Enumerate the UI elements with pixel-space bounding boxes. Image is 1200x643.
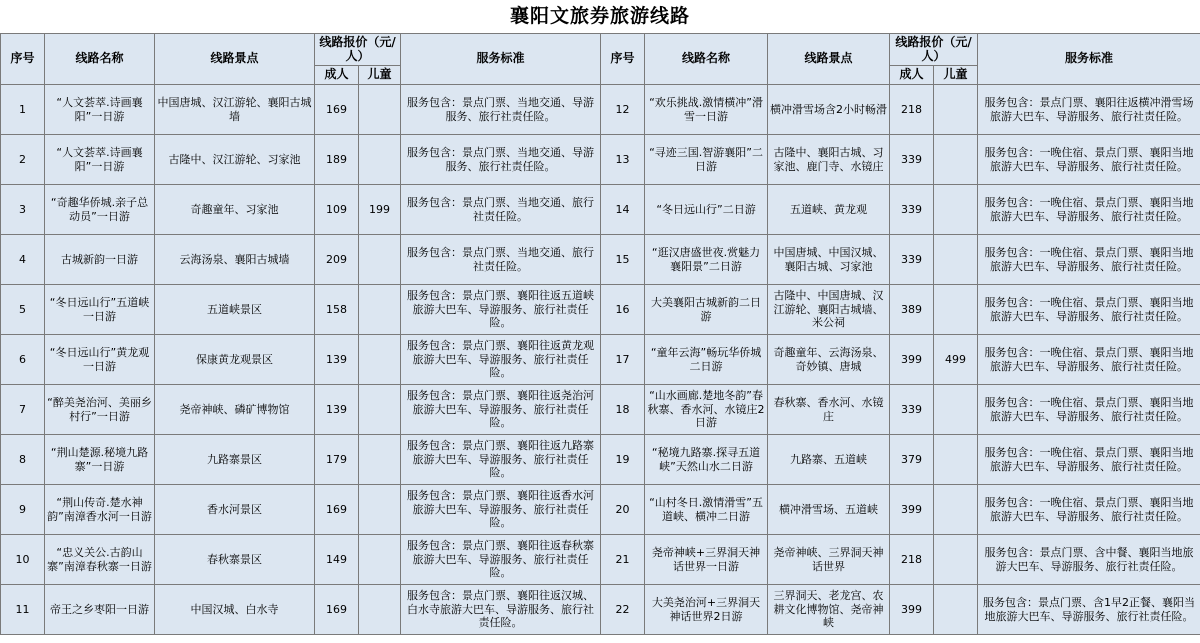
- service-standard: 服务包含：一晚住宿、景点门票、襄阳当地旅游大巴车、导游服务、旅行社责任险。: [978, 335, 1200, 385]
- route-no: 20: [601, 485, 645, 535]
- route-name: “荆山传奇.楚水神韵”南漳香水河一日游: [45, 485, 155, 535]
- route-spots: 奇趣童年、习家池: [155, 185, 315, 235]
- adult-price: 169: [315, 585, 359, 635]
- child-price: [934, 85, 978, 135]
- route-spots: 春秋寨景区: [155, 535, 315, 585]
- child-price: [359, 485, 401, 535]
- table-row: [1, 385, 1200, 435]
- route-name: 大美襄阳古城新韵二日游: [645, 285, 768, 335]
- adult-price: 169: [315, 485, 359, 535]
- adult-price: 339: [890, 235, 934, 285]
- child-price: 199: [359, 185, 401, 235]
- route-spots: 横冲滑雪场、五道峡: [768, 485, 890, 535]
- route-name: “人文荟萃.诗画襄阳”一日游: [45, 85, 155, 135]
- adult-price: 158: [315, 285, 359, 335]
- adult-price: 169: [315, 85, 359, 135]
- child-price: [359, 235, 401, 285]
- header-route-name: 线路名称: [45, 34, 155, 85]
- service-standard: 服务包含：景点门票、襄阳往返横冲滑雪场旅游大巴车、导游服务、旅行社责任险。: [978, 85, 1200, 135]
- route-no: 6: [1, 335, 45, 385]
- adult-price: 339: [890, 385, 934, 435]
- service-standard: 服务包含：景点门票、含中餐、襄阳当地旅游大巴车、导游服务、旅行社责任险。: [978, 535, 1200, 585]
- adult-price: 139: [315, 385, 359, 435]
- service-standard: 服务包含：一晚住宿、景点门票、襄阳当地旅游大巴车、导游服务、旅行社责任险。: [978, 285, 1200, 335]
- route-name: “冬日远山行”黄龙观一日游: [45, 335, 155, 385]
- route-spots: 古隆中、中国唐城、汉江游轮、襄阳古城墙、米公祠: [768, 285, 890, 335]
- route-name: “寻迹三国.智游襄阳”二日游: [645, 135, 768, 185]
- route-name: “欢乐挑战.激情横冲”滑雪一日游: [645, 85, 768, 135]
- route-spots: 奇趣童年、云海汤泉、奇妙镇、唐城: [768, 335, 890, 385]
- service-standard: 服务包含：景点门票、襄阳往返五道峡旅游大巴车、导游服务、旅行社责任险。: [401, 285, 601, 335]
- header-spots: 线路景点: [768, 34, 890, 85]
- route-no: 11: [1, 585, 45, 635]
- table-row: [1, 435, 1200, 485]
- route-no: 3: [1, 185, 45, 235]
- adult-price: 209: [315, 235, 359, 285]
- route-spots: 中国唐城、汉江游轮、襄阳古城墙: [155, 85, 315, 135]
- route-name: “山村冬日.激情滑雪”五道峡、横冲二日游: [645, 485, 768, 535]
- header-child: 儿童: [934, 66, 978, 85]
- header-price: 线路报价（元/人）: [315, 34, 401, 66]
- service-standard: 服务包含：景点门票、当地交通、旅行社责任险。: [401, 235, 601, 285]
- table-row: [1, 85, 1200, 135]
- route-spots: 保康黄龙观景区: [155, 335, 315, 385]
- route-no: 16: [601, 285, 645, 335]
- adult-price: 189: [315, 135, 359, 185]
- route-spots: 尧帝神峡、三界洞天神话世界: [768, 535, 890, 585]
- route-no: 21: [601, 535, 645, 585]
- adult-price: 218: [890, 535, 934, 585]
- adult-price: 218: [890, 85, 934, 135]
- table-row: [1, 535, 1200, 585]
- route-name: “冬日远山行”五道峡一日游: [45, 285, 155, 335]
- header-price: 线路报价（元/人）: [890, 34, 978, 66]
- route-spots: 横冲滑雪场含2小时畅滑: [768, 85, 890, 135]
- table-row: [1, 335, 1200, 385]
- header-child: 儿童: [359, 66, 401, 85]
- adult-price: 399: [890, 585, 934, 635]
- service-standard: 服务包含：景点门票、当地交通、导游服务、旅行社责任险。: [401, 135, 601, 185]
- route-spots: 五道峡景区: [155, 285, 315, 335]
- route-no: 15: [601, 235, 645, 285]
- service-standard: 服务包含：景点门票、当地交通、导游服务、旅行社责任险。: [401, 85, 601, 135]
- route-no: 12: [601, 85, 645, 135]
- route-no: 22: [601, 585, 645, 635]
- adult-price: 389: [890, 285, 934, 335]
- adult-price: 399: [890, 335, 934, 385]
- route-no: 17: [601, 335, 645, 385]
- service-standard: 服务包含：景点门票、襄阳往返黄龙观旅游大巴车、导游服务、旅行社责任险。: [401, 335, 601, 385]
- header-no: 序号: [601, 34, 645, 85]
- header-service: 服务标准: [978, 34, 1200, 85]
- adult-price: 179: [315, 435, 359, 485]
- route-no: 10: [1, 535, 45, 585]
- child-price: [359, 85, 401, 135]
- route-name: “荆山楚源.秘境九路寨”一日游: [45, 435, 155, 485]
- child-price: [934, 485, 978, 535]
- header-spots: 线路景点: [155, 34, 315, 85]
- adult-price: 109: [315, 185, 359, 235]
- table-row: [1, 185, 1200, 235]
- child-price: [934, 285, 978, 335]
- route-spots: 中国唐城、中国汉城、襄阳古城、习家池: [768, 235, 890, 285]
- service-standard: 服务包含：一晚住宿、景点门票、襄阳当地旅游大巴车、导游服务、旅行社责任险。: [978, 435, 1200, 485]
- route-spots: 九路寨景区: [155, 435, 315, 485]
- header-route-name: 线路名称: [645, 34, 768, 85]
- table-row: [1, 585, 1200, 635]
- route-no: 14: [601, 185, 645, 235]
- route-name: “醉美尧治河、美丽乡村行”一日游: [45, 385, 155, 435]
- child-price: [934, 435, 978, 485]
- route-spots: 春秋寨、香水河、水镜庄: [768, 385, 890, 435]
- route-no: 8: [1, 435, 45, 485]
- route-spots: 尧帝神峡、磷矿博物馆: [155, 385, 315, 435]
- route-no: 19: [601, 435, 645, 485]
- service-standard: 服务包含：景点门票、当地交通、旅行社责任险。: [401, 185, 601, 235]
- child-price: [359, 535, 401, 585]
- route-name: “童年云海”畅玩华侨城二日游: [645, 335, 768, 385]
- child-price: [934, 585, 978, 635]
- route-name: “秘境九路寨.探寻五道峡”天然山水二日游: [645, 435, 768, 485]
- child-price: [359, 435, 401, 485]
- route-spots: 九路寨、五道峡: [768, 435, 890, 485]
- child-price: [359, 335, 401, 385]
- service-standard: 服务包含：景点门票、含1早2正餐、襄阳当地旅游大巴车、导游服务、旅行社责任险。: [978, 585, 1200, 635]
- adult-price: 339: [890, 185, 934, 235]
- route-no: 7: [1, 385, 45, 435]
- route-name: 帝王之乡枣阳一日游: [45, 585, 155, 635]
- route-name: “逛汉唐盛世夜.赏魅力襄阳景”二日游: [645, 235, 768, 285]
- route-name: “冬日远山行”二日游: [645, 185, 768, 235]
- service-standard: 服务包含：一晚住宿、景点门票、襄阳当地旅游大巴车、导游服务、旅行社责任险。: [978, 385, 1200, 435]
- route-spots: 古隆中、汉江游轮、习家池: [155, 135, 315, 185]
- route-name: 尧帝神峡+三界洞天神话世界一日游: [645, 535, 768, 585]
- route-no: 5: [1, 285, 45, 335]
- adult-price: 399: [890, 485, 934, 535]
- service-standard: 服务包含：一晚住宿、景点门票、襄阳当地旅游大巴车、导游服务、旅行社责任险。: [978, 135, 1200, 185]
- route-no: 4: [1, 235, 45, 285]
- service-standard: 服务包含：景点门票、襄阳往返香水河旅游大巴车、导游服务、旅行社责任险。: [401, 485, 601, 535]
- route-name: 古城新韵一日游: [45, 235, 155, 285]
- service-standard: 服务包含：景点门票、襄阳往返汉城、白水寺旅游大巴车、导游服务、旅行社责任险。: [401, 585, 601, 635]
- adult-price: 139: [315, 335, 359, 385]
- route-no: 18: [601, 385, 645, 435]
- child-price: [359, 285, 401, 335]
- route-spots: 三界洞天、老龙宫、农耕文化博物馆、尧帝神峡: [768, 585, 890, 635]
- child-price: [359, 585, 401, 635]
- route-spots: 古隆中、襄阳古城、习家池、鹿门寺、水镜庄: [768, 135, 890, 185]
- routes-table: [0, 33, 1200, 635]
- route-spots: 香水河景区: [155, 485, 315, 535]
- adult-price: 149: [315, 535, 359, 585]
- child-price: [359, 135, 401, 185]
- table-row: [1, 285, 1200, 335]
- header-no: 序号: [1, 34, 45, 85]
- route-no: 1: [1, 85, 45, 135]
- route-name: “人文荟萃.诗画襄阳”一日游: [45, 135, 155, 185]
- service-standard: 服务包含：景点门票、襄阳往返尧治河旅游大巴车、导游服务、旅行社责任险。: [401, 385, 601, 435]
- adult-price: 339: [890, 135, 934, 185]
- service-standard: 服务包含：一晚住宿、景点门票、襄阳当地旅游大巴车、导游服务、旅行社责任险。: [978, 485, 1200, 535]
- child-price: [934, 135, 978, 185]
- table-row: [1, 235, 1200, 285]
- header-service: 服务标准: [401, 34, 601, 85]
- table-row: [1, 485, 1200, 535]
- child-price: [934, 535, 978, 585]
- table-row: [1, 135, 1200, 185]
- page-title: 襄阳文旅券旅游线路: [509, 5, 690, 27]
- child-price: [934, 385, 978, 435]
- child-price: 499: [934, 335, 978, 385]
- service-standard: 服务包含：一晚住宿、景点门票、襄阳当地旅游大巴车、导游服务、旅行社责任险。: [978, 235, 1200, 285]
- child-price: [934, 235, 978, 285]
- route-name: 大美尧治河+三界洞天神话世界2日游: [645, 585, 768, 635]
- route-spots: 云海汤泉、襄阳古城墙: [155, 235, 315, 285]
- route-name: “忠义关公.古韵山寨”南漳春秋寨一日游: [45, 535, 155, 585]
- route-name: “山水画廊.楚地冬韵”春秋寨、香水河、水镜庄2日游: [645, 385, 768, 435]
- route-no: 2: [1, 135, 45, 185]
- service-standard: 服务包含：景点门票、襄阳往返春秋寨旅游大巴车、导游服务、旅行社责任险。: [401, 535, 601, 585]
- route-spots: 中国汉城、白水寺: [155, 585, 315, 635]
- route-spots: 五道峡、黄龙观: [768, 185, 890, 235]
- child-price: [934, 185, 978, 235]
- child-price: [359, 385, 401, 435]
- adult-price: 379: [890, 435, 934, 485]
- route-name: “奇趣华侨城.亲子总动员”一日游: [45, 185, 155, 235]
- route-no: 9: [1, 485, 45, 535]
- service-standard: 服务包含：一晚住宿、景点门票、襄阳当地旅游大巴车、导游服务、旅行社责任险。: [978, 185, 1200, 235]
- service-standard: 服务包含：景点门票、襄阳往返九路寨旅游大巴车、导游服务、旅行社责任险。: [401, 435, 601, 485]
- route-no: 13: [601, 135, 645, 185]
- header-adult: 成人: [315, 66, 359, 85]
- header-adult: 成人: [890, 66, 934, 85]
